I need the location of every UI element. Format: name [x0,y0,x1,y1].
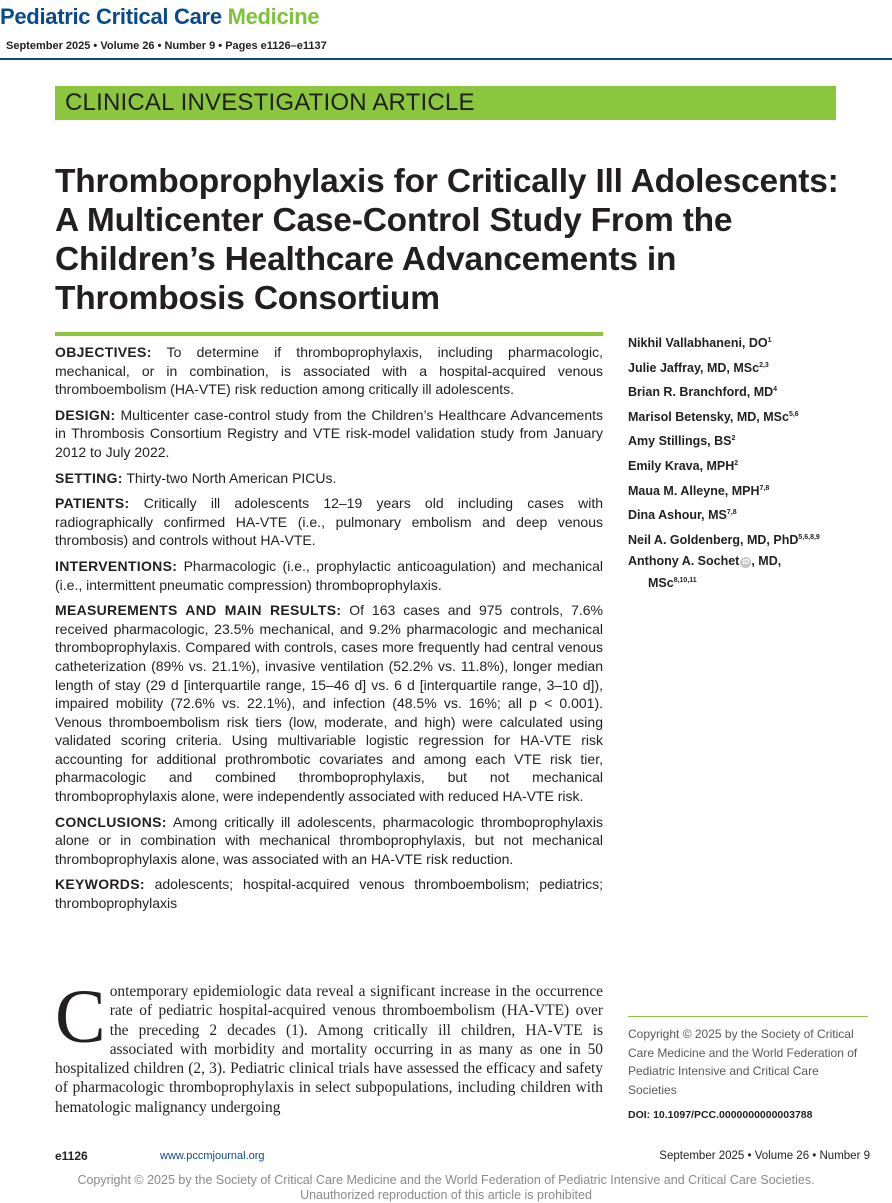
orcid-icon[interactable]: iD [742,559,750,567]
footer-issue: September 2025 • Volume 26 • Number 9 [659,1150,870,1162]
abstract-keywords [55,875,603,912]
author: Emily Krava, MPH$^2$ [628,458,739,473]
section-text: Multicenter case-control study from the Children’s Healthcare Advancements in Thrombosis Consortium Registry and VTE risk-model validation study from January 2012 to July 2022. [55,406,603,460]
section-label: PATIENTS: [55,495,130,512]
section-text: To determine if thromboprophylaxis, including pharmacologic, mechanical, or in combination, is associated with a hospital-acquired venous thromboembolism (HA-VTE) risk reduction among critically ill adolescents. [55,344,603,398]
author: Brian R. Branchford, $MD^4$ [628,385,778,400]
author-list [628,330,878,595]
intro-paragraph [55,975,603,1117]
copyright-text: Copyright © 2025 by the Society of Critical Care Medicine and the World Federation of Pediatric Intensive and Critical Care Societies [628,1027,858,1097]
journal-name-secondary: Medicine [227,4,320,29]
journal-name-primary: Pediatric Critical Care [0,4,222,29]
header-divider [0,58,892,60]
journal-logo [0,4,319,30]
journal-url-link[interactable]: www.pccmjournal.org [160,1150,265,1162]
abstract-design [55,406,603,462]
section-label: INTERVENTIONS: [55,557,178,574]
author: Neil A. Goldenberg, MD, PhD$^{5,6,8,9}$ [628,532,820,547]
author: Nikhil Vallabhaneni, $DO^1$ [628,336,772,350]
abstract [55,343,603,920]
article-type-label: CLINICAL INVESTIGATION ARTICLE [65,89,475,116]
author: Anthony A. Sochet iD , MD, [628,554,782,569]
notice-line: Copyright © 2025 by the Society of Critical Care Medicine and the World Federation of Pediatric Intensive and Critical Care Societies. [77,1173,815,1187]
author: Dina Ashour, MS$^{7,8}$ [628,508,737,523]
copyright-box [628,1016,868,1121]
author-continuation: MSc$^{8,10,11}$ [648,575,697,590]
author: Marisol Betensky, MD, MSc$^{5,6}$ [628,409,799,424]
author: Maua M. Alleyne, MPH$^{7,8}$ [628,483,770,498]
section-label: MEASUREMENTS AND MAIN RESULTS: [55,602,342,619]
doi[interactable]: DOI: 10.1097/PCC.0000000000003788 [628,1109,813,1121]
abstract-results [55,601,603,806]
section-text: Thirty-two North American PICUs. [122,469,337,486]
notice-line: Unauthorized reproduction of this article is prohibited [300,1188,592,1202]
section-label: DESIGN: [55,406,116,423]
section-text: Pharmacologic (i.e., prophylactic anticoagulation) and mechanical (i.e., intermittent pneumatic compression) thromboprophylaxis. [55,557,603,593]
issue-line: September 2025 • Volume 26 • Number 9 • Pages e1126–e1137 [6,40,327,52]
abstract-objectives [55,343,603,399]
drop-cap: C [55,975,106,1059]
intro-text: ontemporary epidemiologic data reveal a significant increase in the occurrence rate of pediatric hospital-acquired venous thromboembolism (HA-VTE) over the preceding 2 decades (1). Among critically ill children, HA-VTE is associated with morbidity and mortality occurring in as many as one in 50 hospitalized children (2, 3). Pediatric clinical trials have assessed the efficacy and safety of pharmacologic thromboprophylaxis in select subpopulations, including children with hematologic malignancy undergoing [55,983,603,1116]
section-label: OBJECTIVES: [55,344,152,360]
abstract-interventions [55,557,603,594]
article-title: Thromboprophylaxis for Critically Ill Adolescents: A Multicenter Case-Control Study From the Children’s Healthcare Advancements in Thrombosis Consortium [55,163,839,317]
copyright-notice [0,1173,892,1203]
article-type-banner [55,86,836,120]
section-label: CONCLUSIONS: [55,813,167,830]
section-label: SETTING: [55,469,123,486]
abstract-divider [55,332,603,336]
author: Julie Jaffray, MD, MSc$^{2,3}$ [628,360,769,375]
abstract-conclusions [55,813,603,869]
section-label: KEYWORDS: [55,876,145,893]
abstract-patients [55,494,603,550]
author: Amy Stillings, $BS^2$ [628,434,736,449]
section-text: Critically ill adolescents 12–19 years old including cases with radiographically confirmed HA-VTE (i.e., pulmonary embolism and deep venous thrombosis) and controls without HA-VTE. [55,495,603,549]
page-number: e1126 [55,1149,88,1163]
abstract-setting [55,469,603,488]
section-text: adolescents; hospital-acquired venous thromboembolism; pediatrics; thromboprophylaxis [55,876,603,912]
section-text: Among critically ill adolescents, pharmacologic thromboprophylaxis alone or in combination with mechanical thromboprophylaxis, but not mechanical thromboprophylaxis alone, was associated with an HA-VTE risk reduction. [55,813,603,867]
section-text: Of 163 cases and 975 controls, 7.6% received pharmacologic, 23.5% mechanical, and 9.2% pharmacologic and mechanical thromboprophylaxis. Compared with controls, cases more frequently had central venous catheterization (89% vs. 21.1%), invasive ventilation (52.2% vs. 11.8%), longer median length of stay (29 d [interquartile range, 15–46 d] vs. 6 d [interquartile range, 3–10 d]), impaired mobility (72.6% vs. 22.1%), and infection (48.5% vs. 16%; all p < 0.001). Venous thromboembolism risk tiers (low, moderate, and high) were calculated using validated scoring criteria. Using multivariable logistic regression for HA-VTE risk accounting for additional prothrombotic covariates and among each VTE risk tier, pharmacologic and combined thromboprophylaxis, but not mechanical thromboprophylaxis alone, were independently associated with reduced HA-VTE risk. [55,602,603,805]
